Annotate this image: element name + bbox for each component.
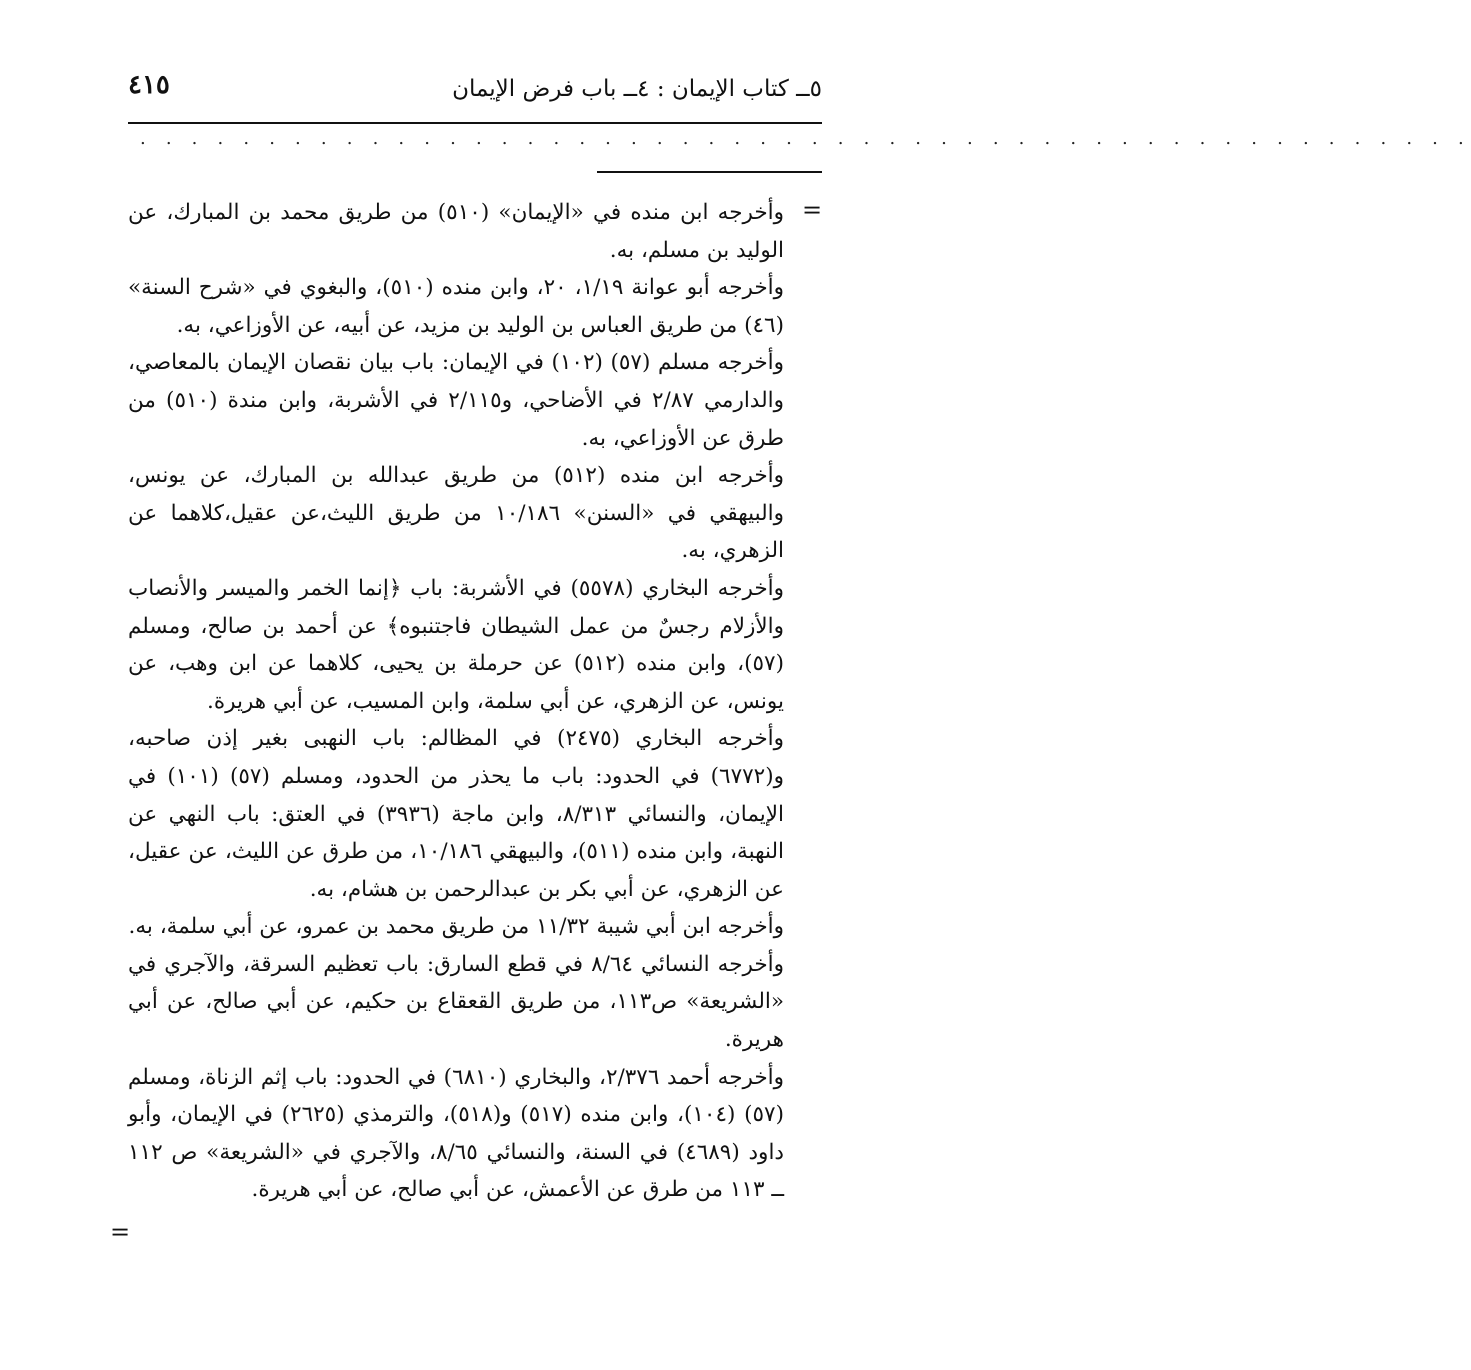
footnote-paragraph: وأخرجه ابن أبي شيبة ١١/٣٢ من طريق محمد بن عمرو، عن أبي سلمة، به.	[128, 914, 784, 940]
footnote-rule	[597, 171, 822, 173]
running-head: ٥ــ كتاب الإيمان : ٤ــ باب فرض الإيمان	[452, 76, 822, 102]
footnote-paragraph: وأخرجه ابن منده في «الإيمان» (٥١٠) من طريق محمد بن المبارك، عن الوليد بن مسلم، به.	[128, 200, 785, 263]
footnote-paragraph: وأخرجه أبو عوانة ١/١٩، ٢٠، وابن منده (٥١٠)، والبغوي في «شرح السنة» (٤٦) من طريق العباس بن الوليد بن مزيد، عن أبيه، عن الأوزاعي، به.	[128, 275, 784, 338]
footnote-body	[128, 194, 784, 1209]
footnote-paragraph: وأخرجه ابن منده (٥١٢) من طريق عبدالله بن المبارك، عن يونس، والبيهقي في «السنن» ١٠/١٨٦ من طريق الليث،عن عقيل،كلاهما عن الزهري، به.	[128, 463, 785, 564]
continuation-mark-top: =	[802, 196, 823, 224]
page-number: ٤١٥	[128, 70, 170, 100]
continuation-mark-bottom: =	[110, 1218, 131, 1246]
footnote-paragraph: وأخرجه النسائي ٨/٦٤ في قطع السارق: باب تعظيم السرقة، والآجري في «الشريعة» ص١١٣، من طريق القعقاع بن حكيم، عن أبي صالح، عن أبي هريرة.	[128, 951, 784, 1053]
header-rule	[128, 122, 822, 124]
page-header	[128, 70, 822, 118]
footnote-paragraph: وأخرجه أحمد ٢/٣٧٦، والبخاري (٦٨١٠) في الحدود: باب إثم الزناة، ومسلم (٥٧) (١٠٤)، وابن منده (٥١٧) و(٥١٨)، والترمذي (٢٦٢٥) في الإيمان، وأبو داود (٤٦٨٩) في السنة، والنسائي ٨/٦٥، والآجري في «الشريعة» ص ١١٢ ــ ١١٣ من طرق عن الأعمش، عن أبي صالح، عن أبي هريرة.	[128, 1064, 785, 1203]
separator-dots: . . . . . . . . . . . . . . . . . . . . . . . . . . . . . . . . . . . . . . . . . . . . . . . . . . . .	[140, 128, 1471, 149]
footnote-paragraph: وأخرجه البخاري (٥٥٧٨) في الأشربة: باب ﴿إنما الخمر والميسر والأنصاب والأزلام رجسٌ من عمل الشيطان فاجتنبوه﴾ عن أحمد بن صالح، ومسلم (٥٧)، وابن منده (٥١٢) عن حرملة بن يحيى، كلاهما عن ابن وهب، عن يونس، عن الزهري، عن أبي سلمة، وابن المسيب، عن أبي هريرة.	[128, 575, 784, 714]
footnote-paragraph: وأخرجه البخاري (٢٤٧٥) في المظالم: باب النهبى بغير إذن صاحبه، و(٦٧٧٢) في الحدود: باب ما يحذر من الحدود، ومسلم (٥٧) (١٠١) في الإيمان، والنسائي ٨/٣١٣، وابن ماجة (٣٩٣٦) في العتق: باب النهي عن النهبة، وابن منده (٥١١)، والبيهقي ١٠/١٨٦، من طرق عن الليث، عن عقيل، عن الزهري، عن أبي بكر بن عبدالرحمن بن هشام، به.	[128, 726, 785, 902]
footnote-paragraph: وأخرجه مسلم (٥٧) (١٠٢) في الإيمان: باب بيان نقصان الإيمان بالمعاصي، والدارمي ٢/٨٧ في الأضاحي، و٢/١١٥ في الأشربة، وابن مندة (٥١٠) من طرق عن الأوزاعي، به.	[128, 350, 784, 451]
